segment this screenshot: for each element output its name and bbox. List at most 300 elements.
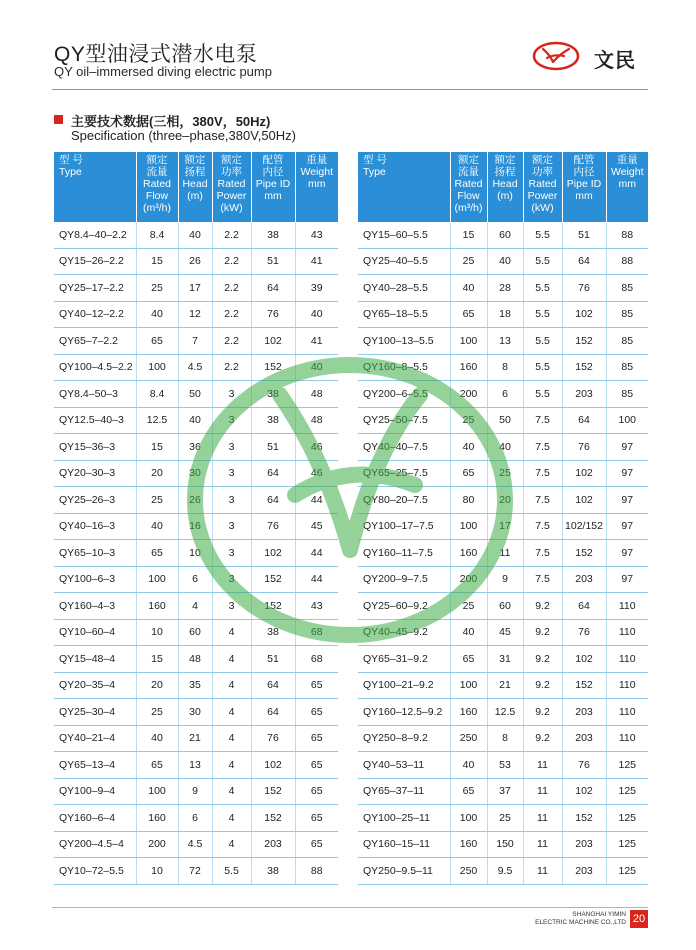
power-cell: 3 bbox=[212, 460, 251, 487]
model-cell: QY65–25–7.5 bbox=[358, 460, 450, 487]
table-row bbox=[358, 513, 648, 540]
head-cell: 12 bbox=[178, 301, 212, 328]
head-cell: 30 bbox=[178, 699, 212, 726]
pipe-cell: 152 bbox=[251, 805, 295, 832]
weight-cell: 88 bbox=[606, 222, 648, 248]
head-cell: 21 bbox=[178, 725, 212, 752]
column-header-weight bbox=[295, 152, 338, 222]
column-header-model bbox=[358, 152, 450, 222]
power-cell: 4 bbox=[212, 725, 251, 752]
power-cell: 4 bbox=[212, 752, 251, 779]
flow-cell: 40 bbox=[136, 513, 178, 540]
flow-cell: 40 bbox=[450, 619, 487, 646]
head-cell: 50 bbox=[487, 407, 523, 434]
power-cell: 4 bbox=[212, 699, 251, 726]
table-body bbox=[54, 222, 338, 884]
power-cell: 11 bbox=[523, 778, 562, 805]
weight-cell: 41 bbox=[295, 328, 338, 355]
pipe-cell: 152 bbox=[251, 593, 295, 620]
model-cell: QY8.4–40–2.2 bbox=[54, 222, 136, 248]
model-cell: QY100–6–3 bbox=[54, 566, 136, 593]
pipe-cell: 102 bbox=[562, 301, 606, 328]
column-header-line: 功率 bbox=[532, 166, 553, 178]
column-header-line: Pipe ID bbox=[255, 178, 291, 190]
weight-cell: 97 bbox=[606, 434, 648, 461]
table-row bbox=[54, 222, 338, 248]
head-cell: 17 bbox=[487, 513, 523, 540]
head-cell: 30 bbox=[178, 460, 212, 487]
brand-name: 文民 bbox=[594, 50, 636, 72]
pipe-cell: 76 bbox=[562, 752, 606, 779]
column-header-line: Rated bbox=[454, 178, 483, 190]
head-cell: 4.5 bbox=[178, 831, 212, 858]
power-cell: 7.5 bbox=[523, 434, 562, 461]
flow-cell: 160 bbox=[136, 805, 178, 832]
column-header-line: (m) bbox=[497, 190, 513, 202]
flow-cell: 100 bbox=[450, 805, 487, 832]
table-row bbox=[358, 566, 648, 593]
pipe-cell: 152 bbox=[251, 778, 295, 805]
weight-cell: 88 bbox=[295, 858, 338, 885]
table-row bbox=[54, 275, 338, 302]
model-cell: QY80–20–7.5 bbox=[358, 487, 450, 514]
header-divider bbox=[52, 89, 648, 90]
weight-cell: 85 bbox=[606, 328, 648, 355]
weight-cell: 125 bbox=[606, 778, 648, 805]
table-row bbox=[54, 566, 338, 593]
table-row bbox=[54, 434, 338, 461]
column-header-weight bbox=[606, 152, 648, 222]
weight-cell: 110 bbox=[606, 619, 648, 646]
power-cell: 3 bbox=[212, 407, 251, 434]
weight-cell: 65 bbox=[295, 752, 338, 779]
pipe-cell: 64 bbox=[562, 407, 606, 434]
flow-cell: 10 bbox=[136, 858, 178, 885]
column-header-line: Head bbox=[182, 178, 208, 190]
pipe-cell: 64 bbox=[251, 275, 295, 302]
pipe-cell: 51 bbox=[562, 222, 606, 248]
head-cell: 11 bbox=[487, 540, 523, 567]
flow-cell: 160 bbox=[450, 831, 487, 858]
pipe-cell: 38 bbox=[251, 222, 295, 248]
model-cell: QY40–45–9.2 bbox=[358, 619, 450, 646]
power-cell: 9.2 bbox=[523, 619, 562, 646]
weight-cell: 125 bbox=[606, 805, 648, 832]
column-header-line: mm bbox=[264, 190, 282, 202]
pipe-cell: 76 bbox=[251, 725, 295, 752]
power-cell: 9.2 bbox=[523, 725, 562, 752]
table-row bbox=[54, 619, 338, 646]
pipe-cell: 152 bbox=[251, 566, 295, 593]
head-cell: 60 bbox=[487, 593, 523, 620]
weight-cell: 125 bbox=[606, 831, 648, 858]
table-row bbox=[358, 540, 648, 567]
company-name: SHANGHAI YIMIN bbox=[572, 911, 626, 918]
pipe-cell: 203 bbox=[562, 566, 606, 593]
weight-cell: 125 bbox=[606, 752, 648, 779]
flow-cell: 25 bbox=[136, 487, 178, 514]
pipe-cell: 64 bbox=[251, 460, 295, 487]
weight-cell: 88 bbox=[606, 248, 648, 275]
power-cell: 4 bbox=[212, 831, 251, 858]
head-cell: 40 bbox=[487, 248, 523, 275]
column-header-line: 额定 bbox=[458, 154, 479, 166]
weight-cell: 41 bbox=[295, 248, 338, 275]
weight-cell: 65 bbox=[295, 805, 338, 832]
pipe-cell: 64 bbox=[562, 248, 606, 275]
table-row bbox=[54, 672, 338, 699]
column-header-line: (m³/h) bbox=[454, 202, 483, 214]
flow-cell: 15 bbox=[136, 248, 178, 275]
column-header-line: Pipe ID bbox=[566, 178, 602, 190]
power-cell: 2.2 bbox=[212, 328, 251, 355]
pipe-cell: 152 bbox=[562, 540, 606, 567]
weight-cell: 44 bbox=[295, 566, 338, 593]
column-header-line: Rated bbox=[217, 178, 246, 190]
flow-cell: 40 bbox=[136, 301, 178, 328]
power-cell: 5.5 bbox=[523, 301, 562, 328]
table-row bbox=[358, 699, 648, 726]
model-cell: QY160–4–3 bbox=[54, 593, 136, 620]
flow-cell: 65 bbox=[450, 646, 487, 673]
column-header-line: Flow bbox=[457, 190, 480, 202]
footer-divider bbox=[52, 907, 648, 908]
model-cell: QY160–15–11 bbox=[358, 831, 450, 858]
pipe-cell: 64 bbox=[251, 699, 295, 726]
flow-cell: 100 bbox=[136, 566, 178, 593]
head-cell: 4.5 bbox=[178, 354, 212, 381]
weight-cell: 97 bbox=[606, 513, 648, 540]
model-cell: QY25–50–7.5 bbox=[358, 407, 450, 434]
power-cell: 7.5 bbox=[523, 566, 562, 593]
model-cell: QY100–9–4 bbox=[54, 778, 136, 805]
weight-cell: 39 bbox=[295, 275, 338, 302]
head-cell: 37 bbox=[487, 778, 523, 805]
table-row bbox=[358, 222, 648, 248]
table-row bbox=[54, 460, 338, 487]
model-cell: QY160–6–4 bbox=[54, 805, 136, 832]
head-cell: 4 bbox=[178, 593, 212, 620]
power-cell: 9.2 bbox=[523, 593, 562, 620]
weight-cell: 110 bbox=[606, 725, 648, 752]
model-cell: QY15–60–5.5 bbox=[358, 222, 450, 248]
power-cell: 9.2 bbox=[523, 699, 562, 726]
flow-cell: 40 bbox=[136, 725, 178, 752]
head-cell: 28 bbox=[487, 275, 523, 302]
pipe-cell: 64 bbox=[251, 672, 295, 699]
table-header-row bbox=[358, 152, 648, 222]
power-cell: 4 bbox=[212, 805, 251, 832]
weight-cell: 44 bbox=[295, 487, 338, 514]
model-cell: QY20–30–3 bbox=[54, 460, 136, 487]
pipe-cell: 38 bbox=[251, 381, 295, 408]
weight-cell: 110 bbox=[606, 699, 648, 726]
weight-cell: 85 bbox=[606, 301, 648, 328]
table-row bbox=[54, 513, 338, 540]
flow-cell: 25 bbox=[450, 593, 487, 620]
head-cell: 26 bbox=[178, 487, 212, 514]
footer-company bbox=[530, 911, 626, 927]
head-cell: 9 bbox=[487, 566, 523, 593]
pipe-cell: 76 bbox=[562, 434, 606, 461]
flow-cell: 15 bbox=[450, 222, 487, 248]
power-cell: 2.2 bbox=[212, 275, 251, 302]
head-cell: 8 bbox=[487, 354, 523, 381]
head-cell: 25 bbox=[487, 460, 523, 487]
table-row bbox=[358, 460, 648, 487]
flow-cell: 12.5 bbox=[136, 407, 178, 434]
column-header-line: Weight bbox=[611, 166, 644, 178]
power-cell: 5.5 bbox=[523, 381, 562, 408]
head-cell: 60 bbox=[487, 222, 523, 248]
column-header-line: 内径 bbox=[262, 166, 284, 178]
flow-cell: 200 bbox=[450, 566, 487, 593]
pipe-cell: 76 bbox=[562, 619, 606, 646]
column-header-power bbox=[212, 152, 251, 222]
head-cell: 13 bbox=[178, 752, 212, 779]
head-cell: 9 bbox=[178, 778, 212, 805]
table-row bbox=[358, 354, 648, 381]
flow-cell: 10 bbox=[136, 619, 178, 646]
power-cell: 11 bbox=[523, 805, 562, 832]
pipe-cell: 203 bbox=[562, 725, 606, 752]
head-cell: 7 bbox=[178, 328, 212, 355]
spec-table-left bbox=[54, 152, 338, 885]
model-cell: QY25–30–4 bbox=[54, 699, 136, 726]
flow-cell: 200 bbox=[450, 381, 487, 408]
head-cell: 6 bbox=[487, 381, 523, 408]
head-cell: 72 bbox=[178, 858, 212, 885]
model-cell: QY200–4.5–4 bbox=[54, 831, 136, 858]
pipe-cell: 102 bbox=[251, 752, 295, 779]
power-cell: 3 bbox=[212, 566, 251, 593]
power-cell: 4 bbox=[212, 646, 251, 673]
model-cell: QY65–31–9.2 bbox=[358, 646, 450, 673]
pipe-cell: 64 bbox=[562, 593, 606, 620]
pipe-cell: 102 bbox=[562, 778, 606, 805]
head-cell: 50 bbox=[178, 381, 212, 408]
pipe-cell: 76 bbox=[251, 301, 295, 328]
weight-cell: 65 bbox=[295, 699, 338, 726]
head-cell: 13 bbox=[487, 328, 523, 355]
head-cell: 17 bbox=[178, 275, 212, 302]
power-cell: 7.5 bbox=[523, 513, 562, 540]
table-row bbox=[54, 248, 338, 275]
weight-cell: 40 bbox=[295, 301, 338, 328]
head-cell: 31 bbox=[487, 646, 523, 673]
model-cell: QY40–21–4 bbox=[54, 725, 136, 752]
head-cell: 8 bbox=[487, 725, 523, 752]
model-cell: QY200–9–7.5 bbox=[358, 566, 450, 593]
column-header-line: Type bbox=[59, 166, 82, 178]
table-row bbox=[54, 831, 338, 858]
column-header-line: Power bbox=[216, 190, 247, 202]
table-row bbox=[358, 672, 648, 699]
column-header-line: 内径 bbox=[573, 166, 595, 178]
table-row bbox=[54, 593, 338, 620]
power-cell: 3 bbox=[212, 487, 251, 514]
model-cell: QY25–26–3 bbox=[54, 487, 136, 514]
model-cell: QY100–13–5.5 bbox=[358, 328, 450, 355]
weight-cell: 40 bbox=[295, 354, 338, 381]
pipe-cell: 203 bbox=[562, 831, 606, 858]
table-row bbox=[358, 381, 648, 408]
model-cell: QY15–26–2.2 bbox=[54, 248, 136, 275]
weight-cell: 65 bbox=[295, 672, 338, 699]
power-cell: 9.2 bbox=[523, 672, 562, 699]
table-row bbox=[54, 487, 338, 514]
pipe-cell: 51 bbox=[251, 646, 295, 673]
model-cell: QY160–8–5.5 bbox=[358, 354, 450, 381]
flow-cell: 15 bbox=[136, 434, 178, 461]
column-header-head bbox=[178, 152, 212, 222]
pipe-cell: 102 bbox=[251, 540, 295, 567]
pipe-cell: 76 bbox=[251, 513, 295, 540]
model-cell: QY40–16–3 bbox=[54, 513, 136, 540]
power-cell: 11 bbox=[523, 831, 562, 858]
column-header-line: Weight bbox=[300, 166, 333, 178]
head-cell: 150 bbox=[487, 831, 523, 858]
flow-cell: 200 bbox=[136, 831, 178, 858]
flow-cell: 100 bbox=[450, 328, 487, 355]
model-cell: QY65–13–4 bbox=[54, 752, 136, 779]
model-cell: QY65–37–11 bbox=[358, 778, 450, 805]
power-cell: 5.5 bbox=[523, 248, 562, 275]
flow-cell: 160 bbox=[450, 540, 487, 567]
model-cell: QY15–48–4 bbox=[54, 646, 136, 673]
column-header-line: Flow bbox=[145, 190, 169, 202]
pipe-cell: 102/152 bbox=[562, 513, 606, 540]
column-header-line: (kW) bbox=[220, 202, 243, 214]
weight-cell: 85 bbox=[606, 381, 648, 408]
head-cell: 9.5 bbox=[487, 858, 523, 885]
column-header-pipe bbox=[562, 152, 606, 222]
head-cell: 40 bbox=[178, 407, 212, 434]
pipe-cell: 152 bbox=[562, 672, 606, 699]
pipe-cell: 51 bbox=[251, 248, 295, 275]
section-subtitle: Specification (three–phase,380V,50Hz) bbox=[71, 128, 296, 143]
weight-cell: 110 bbox=[606, 593, 648, 620]
pipe-cell: 38 bbox=[251, 619, 295, 646]
power-cell: 2.2 bbox=[212, 354, 251, 381]
flow-cell: 25 bbox=[136, 699, 178, 726]
weight-cell: 43 bbox=[295, 222, 338, 248]
weight-cell: 110 bbox=[606, 646, 648, 673]
table-row bbox=[358, 725, 648, 752]
power-cell: 3 bbox=[212, 593, 251, 620]
flow-cell: 25 bbox=[450, 248, 487, 275]
weight-cell: 43 bbox=[295, 593, 338, 620]
power-cell: 5.5 bbox=[212, 858, 251, 885]
model-cell: QY40–12–2.2 bbox=[54, 301, 136, 328]
table-row bbox=[54, 407, 338, 434]
company-name-line2: ELECTRIC MACHINE CO.,LTD bbox=[535, 919, 626, 926]
column-header-line: Rated bbox=[528, 178, 557, 190]
column-header-line: 额定 bbox=[221, 154, 242, 166]
weight-cell: 100 bbox=[606, 407, 648, 434]
column-header-line: 额定 bbox=[494, 154, 516, 166]
model-cell: QY65–10–3 bbox=[54, 540, 136, 567]
table-row bbox=[54, 328, 338, 355]
head-cell: 12.5 bbox=[487, 699, 523, 726]
model-cell: QY25–17–2.2 bbox=[54, 275, 136, 302]
weight-cell: 65 bbox=[295, 725, 338, 752]
power-cell: 7.5 bbox=[523, 540, 562, 567]
weight-cell: 110 bbox=[606, 672, 648, 699]
power-cell: 3 bbox=[212, 381, 251, 408]
model-cell: QY25–40–5.5 bbox=[358, 248, 450, 275]
pipe-cell: 76 bbox=[562, 275, 606, 302]
column-header-line: 扬程 bbox=[494, 166, 516, 178]
power-cell: 2.2 bbox=[212, 222, 251, 248]
table-row bbox=[358, 831, 648, 858]
weight-cell: 97 bbox=[606, 487, 648, 514]
model-cell: QY40–28–5.5 bbox=[358, 275, 450, 302]
weight-cell: 125 bbox=[606, 858, 648, 885]
weight-cell: 46 bbox=[295, 460, 338, 487]
head-cell: 53 bbox=[487, 752, 523, 779]
column-header-line: 重量 bbox=[306, 154, 328, 166]
table-body bbox=[358, 222, 648, 884]
power-cell: 4 bbox=[212, 672, 251, 699]
model-cell: QY15–36–3 bbox=[54, 434, 136, 461]
table-row bbox=[358, 434, 648, 461]
model-cell: QY40–53–11 bbox=[358, 752, 450, 779]
model-cell: QY65–7–2.2 bbox=[54, 328, 136, 355]
table-row bbox=[358, 858, 648, 885]
power-cell: 5.5 bbox=[523, 354, 562, 381]
table-row bbox=[358, 248, 648, 275]
flow-cell: 40 bbox=[450, 275, 487, 302]
model-cell: QY20–35–4 bbox=[54, 672, 136, 699]
weight-cell: 65 bbox=[295, 778, 338, 805]
head-cell: 48 bbox=[178, 646, 212, 673]
power-cell: 9.2 bbox=[523, 646, 562, 673]
flow-cell: 250 bbox=[450, 725, 487, 752]
flow-cell: 65 bbox=[450, 778, 487, 805]
flow-cell: 65 bbox=[136, 328, 178, 355]
flow-cell: 25 bbox=[136, 275, 178, 302]
table-row bbox=[54, 699, 338, 726]
column-header-line: mm bbox=[575, 190, 593, 202]
pipe-cell: 102 bbox=[562, 487, 606, 514]
weight-cell: 85 bbox=[606, 354, 648, 381]
model-cell: QY250–8–9.2 bbox=[358, 725, 450, 752]
power-cell: 4 bbox=[212, 778, 251, 805]
table-row bbox=[358, 407, 648, 434]
head-cell: 26 bbox=[178, 248, 212, 275]
head-cell: 35 bbox=[178, 672, 212, 699]
pipe-cell: 203 bbox=[562, 381, 606, 408]
head-cell: 6 bbox=[178, 566, 212, 593]
weight-cell: 68 bbox=[295, 646, 338, 673]
table-row bbox=[54, 354, 338, 381]
power-cell: 4 bbox=[212, 619, 251, 646]
column-header-line: (m³/h) bbox=[143, 202, 171, 214]
power-cell: 7.5 bbox=[523, 487, 562, 514]
weight-cell: 85 bbox=[606, 275, 648, 302]
pipe-cell: 64 bbox=[251, 487, 295, 514]
weight-cell: 48 bbox=[295, 381, 338, 408]
head-cell: 45 bbox=[487, 619, 523, 646]
column-header-line: 流量 bbox=[146, 166, 168, 178]
weight-cell: 45 bbox=[295, 513, 338, 540]
pipe-cell: 203 bbox=[562, 699, 606, 726]
power-cell: 11 bbox=[523, 858, 562, 885]
column-header-line: (m) bbox=[187, 190, 203, 202]
flow-cell: 20 bbox=[136, 460, 178, 487]
head-cell: 60 bbox=[178, 619, 212, 646]
